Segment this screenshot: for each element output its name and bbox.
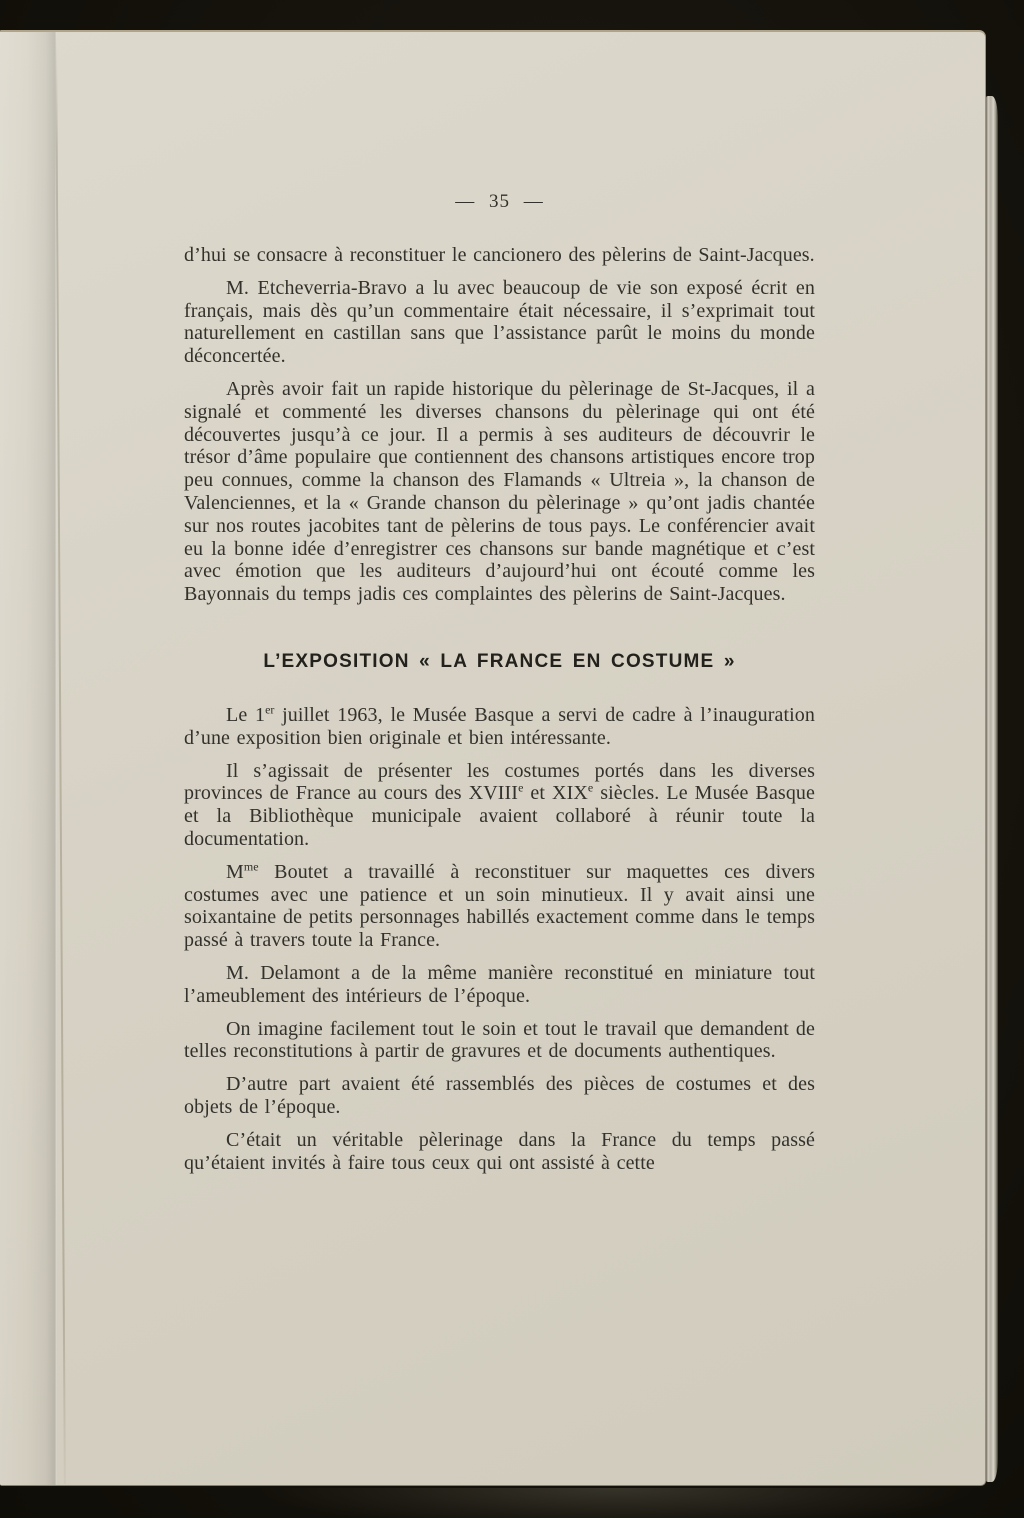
paragraph: Après avoir fait un rapide historique du pèlerinage de St-Jacques, il a signalé et commenté les diverses chansons du pèlerinage qui ont été découvertes jusqu’à ce jour. Il a permis à ses auditeurs de découvrir le trésor d’âme populaire que contiennent des chansons artistiques encore trop peu connues, comme la chanson des Flamands « Ultreia », la chanson de Valenciennes, et la « Grande chanson du pèlerinage » qu’ont jadis chantée sur nos routes jacobites tant de pèlerins de tous pays. Le conférencier avait eu la bonne idée d’enregistrer ces chansons sur bande magnétique et c’est avec émotion que les auditeurs d’aujourd’hui ont écouté comme les Bayonnais du temps jadis ces complaintes des pèlerins de Saint-Jacques. (184, 377, 815, 606)
paragraph: D’autre part avaient été rassemblés des pièces de costumes et des objets de l’époque. (184, 1073, 815, 1118)
paragraph: Le 1er juillet 1963, le Musée Basque a servi de cadre à l’inauguration d’une exposition bien originale et bien intéressante. (184, 702, 815, 749)
paragraph: Il s’agissait de présenter les costumes portés dans les diverses provinces de France au cours des XVIIIe et XIXe siècles. Le Musée Basque et la Bibliothèque municipale avaient collaboré à réunir toute la documentation. (184, 759, 815, 850)
paragraph: On imagine facilement tout le soin et tout le travail que demandent de telles reconstitutions à partir de gravures et de documents authentiques. (184, 1017, 815, 1063)
paragraph: $M^{me}$ Boutet a travaillé à reconstituer sur maquettes ces divers costumes avec une patience et un soin minutieux. Il y avait ainsi une soixantaine de petits personnages habillés exactement comme dans le temps passé à travers toute la France. (184, 859, 815, 952)
paragraph: M. Etcheverria-Bravo a lu avec beaucoup de vie son exposé écrit en français, mais dès qu’un commentaire était nécessaire, il s’exprimait tout naturellement en castillan sans que l’assistance parût le moins du monde déconcertée. (184, 276, 815, 368)
page-content (184, 190, 815, 1184)
paragraph: C’était un véritable pèlerinage dans la France du temps passé qu’étaient invités à faire tous ceux qui ont assisté à cette (184, 1128, 815, 1174)
page-gutter (0, 32, 57, 1485)
paragraph: M. Delamont a de la même manière reconstitué en miniature tout l’ameublement des intérieurs de l’époque. (184, 961, 815, 1007)
section-heading: L’EXPOSITION « LA FRANCE EN COSTUME » (263, 650, 736, 672)
book-bottom-shadow (250, 1488, 980, 1518)
page-number: — 35 — (455, 191, 544, 212)
page-stack-edge (986, 96, 998, 1482)
book-page (0, 30, 986, 1486)
paragraph-continuation: d’hui se consacre à reconstituer le cancionero des pèlerins de Saint-Jacques. (184, 244, 815, 266)
